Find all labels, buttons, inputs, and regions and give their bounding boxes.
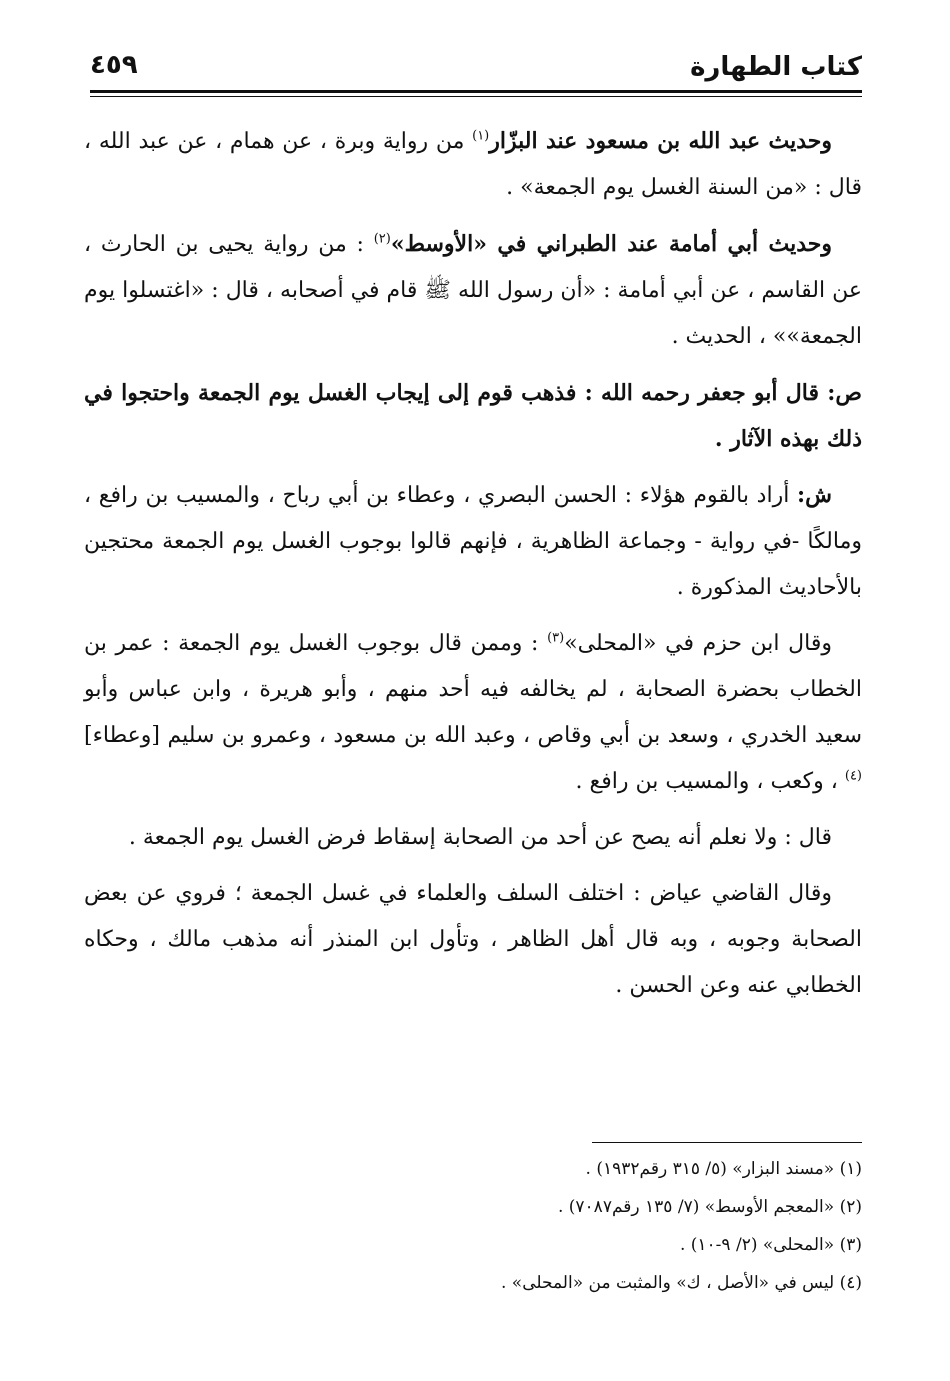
paragraph-text: : وممن قال بوجوب الغسل يوم الجمعة : عمر بن الخطاب بحضرة الصحابة ، لم يخالفه فيه أحد منهم ، وأبو هريرة ، وابن عباس وأبو سعيد الخدري ، وسعد بن أبي وقاص ، وعبد الله بن مسعود ، وعمرو بن سليم [وعطاء]: [84, 631, 862, 748]
page-number: ٤٥٩: [90, 50, 138, 80]
paragraph-text: : من رواية يحيى بن الحارث ، عن القاسم ، عن أبي أمامة : «أن رسول الله ﷺ قام في أصحابه ، قال : «اغتسلوا يوم الجمعة»» ، الحديث .: [84, 232, 862, 349]
footnote-ref: (١): [472, 128, 490, 144]
paragraph-text: أراد بالقوم هؤلاء : الحسن البصري ، وعطاء بن أبي رباح ، والمسيب بن رافع ، ومالكًا -في رواية - وجماعة الظاهرية ، فإنهم قالوا بوجوب الغسل يوم الجمعة محتجين بالأحاديث المذكورة .: [84, 483, 862, 600]
paragraph-text: قال : ولا نعلم أنه يصح عن أحد من الصحابة إسقاط فرض الغسل يوم الجمعة .: [128, 825, 832, 850]
sharh-marker: ش:: [797, 482, 832, 508]
paragraph-text: وقال ابن حزم في «المحلى»: [564, 631, 832, 656]
page-header: [90, 44, 862, 88]
footnote: (١) «مسند البزار» (٥/ ٣١٥ رقم١٩٣٢) .: [585, 1159, 862, 1179]
footnote: (٤) ليس في «الأصل ، ك» والمثبت من «المحلى» .: [500, 1273, 862, 1293]
paragraph-text: ، وكعب ، والمسيب بن رافع .: [575, 769, 845, 794]
paragraph-text: من رواية وبرة ، عن همام ، عن عبد الله ، قال : «من السنة الغسل يوم الجمعة» .: [84, 129, 862, 200]
footnote-separator: [592, 1142, 862, 1143]
footnote-ref: (٣): [547, 630, 565, 646]
main-text: [84, 118, 862, 1019]
hadith-lead: وحديث عبد الله بن مسعود عند البزّار: [489, 128, 832, 154]
paragraph: [84, 621, 862, 805]
footnote-ref: (٤): [844, 768, 862, 784]
footnote: (٣) «المحلى» (٢/ ٩-١٠) .: [679, 1235, 862, 1255]
running-title: كتاب الطهارة: [690, 52, 862, 82]
header-rule-thin: [90, 96, 862, 97]
hadith-lead: وحديث أبي أمامة عند الطبراني في «الأوسط»: [390, 231, 833, 257]
header-rule: [90, 90, 862, 93]
footnote: (٢) «المعجم الأوسط» (٧/ ١٣٥ رقم٧٠٨٧) .: [557, 1197, 862, 1217]
paragraph-text: وقال القاضي عياض : اختلف السلف والعلماء في غسل الجمعة ؛ فروي عن بعض الصحابة وجوبه ، وبه قال أهل الظاهر ، وتأول ابن المنذر أنه مذهب مالك ، وحكاه الخطابي عنه وعن الحسن .: [84, 881, 862, 998]
footnote-ref: (٢): [373, 231, 391, 247]
paragraph: [84, 815, 862, 861]
matn-paragraph: [84, 370, 862, 462]
paragraph: [84, 118, 862, 211]
paragraph: [84, 221, 862, 360]
paragraph: [84, 871, 862, 1009]
matn-text: ص: قال أبو جعفر رحمه الله : فذهب قوم إلى إيجاب الغسل يوم الجمعة واحتجوا في ذلك بهذه الآثار .: [84, 380, 862, 452]
footnotes: [84, 1150, 862, 1302]
sharh-paragraph: [84, 472, 862, 611]
